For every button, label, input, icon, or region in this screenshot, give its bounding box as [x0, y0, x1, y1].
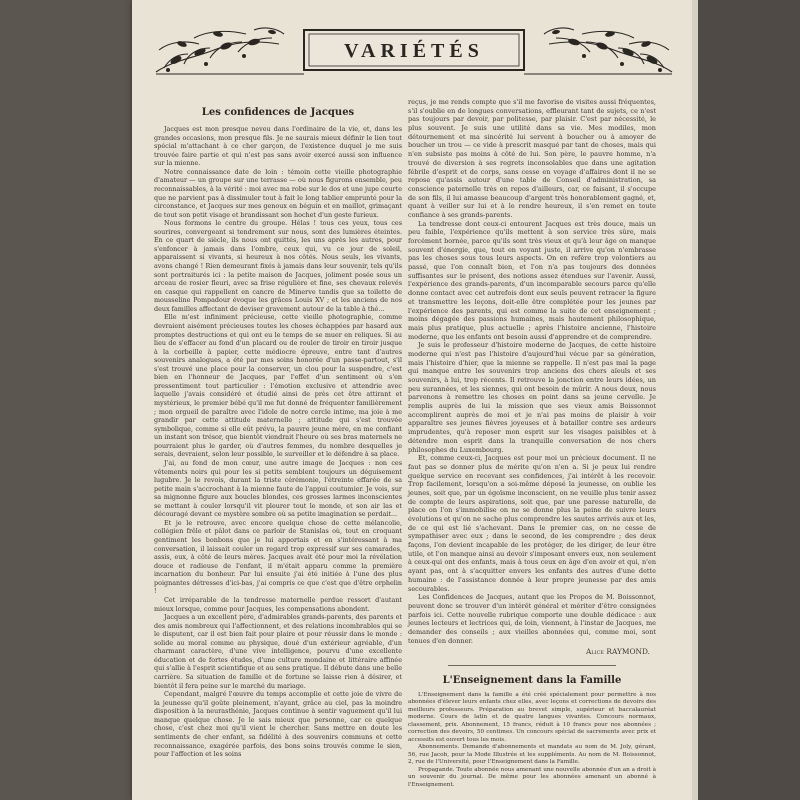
paragraph: Cet irréparable de la tendresse maternelle perdue ressort d'autant mieux lorsque, comme pour Jacques, les compensations abondent.: [154, 595, 402, 613]
paragraph: Abonnements. Demande d'abonnements et mandats au nom de M. Joly, gérant, 56, rue Jacob, pour la Mode Illustrée et les suppléments. Au nom de M. Boissonnot, 2, rue de l'Université, pour l'Enseignement dans la Famille.: [408, 744, 656, 766]
section-body: [408, 692, 656, 789]
paragraph: Elle m'est infiniment précieuse, cette vieille photographie, comme devraient aisément précieuses toutes les choses échappées par hasard aux promptes destructions et qui ont eu le temps de se muer en reliques. Si au lieu de s'effacer au fond d'un placard ou de rouler de tiroir en tiroir jusque à la corbeille à papier, cette médiocre épreuve, entre tant d'autres souvenirs analogues, a été par mes soins honorée d'un passe-partout, s'il s'est trouvé une place pour la conserver, un clou pour la suspendre, c'est bien en l'honneur de Jacques, par l'effet d'un sentiment où s'en pressentiment tout particulier : l'émotion exclusive et attendrie avec laquelle j'avais considéré et étudié ainsi de près cet être attirant et mystérieux, le premier bébé qu'il me fut donné de fréquenter familièrement ; mon orgueil de paraître avec l'idole de notre cercle intime, ma joie à me grandir par cette attitude maternelle ; attitude qui s'est trouvée symbolique, comme si elle eût prévu, la pauvre jeune mère, en me confiant un instant son trésor, que bientôt viendrait l'heure où ses bras maternels ne pourraient plus le garder, où d'autres femmes, du nombre desquelles je serais, devraient, selon leur possible, le surveiller et le défendre à sa place.: [154, 313, 402, 459]
paragraph: Et, comme ceux-ci, Jacques est pour moi un précieux document. Il ne faut pas se donner plus de mérite qu'on n'en a. Si je peux lui rendre quelque service en recevant ses confidences, j'ai intérêt à les recevoir. Trop facilement, lorsqu'on a soi-même déposé la jeunesse, on oublie les jeunes, soit que, par un égoïsme inconscient, on ne veuille plus tenir assez de compte de leurs aspirations, soit que, par une paresse naturelle, de place on l'on s'immobilise on ne se donne plus la peine de suivre leurs évolutions et qu'on ne sache plus comprendre les sautes arrivés aux et les, de ce qui est lié s'achevant. Dans le premier cas, on ne cesse de sympathiser avec eux ; dans le second, de les comprendre ; des deux façons, l'on devient incapable de les protéger, de les diriger, de leur être utile, et l'on manque ainsi au devoir s'imposant envers eux, non seulement à ceux-qui ont des enfants, mais à tous ceux en âge d'en avoir et qui, n'en ayant pas, ont à s'acquitter envers les enfants des autres d'une dette humaine : de l'assistance donnée à leur propre jeunesse par des amis secourables.: [408, 454, 656, 593]
paragraph: Et je le retrouve, avec encore quelque chose de cette mélancolie, collégien frêle et pâlot dans ce parloir de Stanislas où, tout en croquant gentiment les bonbons que je lui apportais et en s'intéressant à ma conversation, il laissait couler un regard trop expressif sur ses camarades, assis, eux, à côté de leurs mères. Jacques avait été pour moi la révélation douce et radieuse de l'enfant, il m'était apparu comme la première incarnation du bonheur. Par lui ensuite j'ai été initiée à l'une des plus poignantes détresses d'ici-bas, j'ai compris ce que c'est que d'être orphelin !: [154, 518, 402, 596]
background-left: [0, 0, 132, 800]
paragraph: Propagande. Toute abonnée nous amenant une nouvelle abonnée d'un an a droit à un souvenir du journal. De même pour les abonnées amenant un abonné à l'Enseignement.: [408, 766, 656, 788]
section-header-title: VARIÉTÉS: [344, 40, 484, 62]
paragraph: Jacques a un excellent père, d'admirables grands-parents, des parents et des amis nombreux qui l'affectionnent, et des relations incombrables qui se le disputent, car il est bien fait pour plaire et pour réussir dans le monde : solide au moral comme au physique, doué d'un extérieur agréable, d'un charmant caractère, d'une vive intelligence, pourvu d'une excellente éducation et de fortes études, d'une culture mondaine et littéraire affinée qui s'allie à l'esprit scientifique et au sens pratique. Il débute dans une belle carrière. Sa situation de famille et de fortune se laisse rien à désirer, et bientôt il fera peine sur le marché du mariage.: [154, 613, 402, 690]
paragraph: Nous formons le centre du groupe. Hélas ! tous ces yeux, tous ces sourires, convergeant si tendrement sur nous, sont des lumières éteintes. En ce quart de siècle, ils nous ont quittés, les uns après les autres, pour s'enfoncer à jamais dans l'ombre, ceux qui, vu ce jour de soleil, apparaissent si vivants, si heureux à nos côtés. Nous seuls, les vivants, avons changé ! Rien demeurant fixés à jamais dans leur souvenir, tels qu'ils sont portraiturés ici : la petite maison de Jacques, joliment posée sous un arceau de rosier fleuri, avec sa frise régulière et fine, ses chevaux relevés en casque qui rappellent en cancre de Minerve tandis que sa toilette de mousseline Pompadour évoque les grâces Louis XV ; et les anciens de nos deux familles affectant de deviser gravement autour de la table à thé...: [154, 219, 402, 313]
section-title: L'Enseignement dans la Famille: [442, 675, 622, 686]
paragraph: L'Enseignement dans la famille a été créé spécialement pour permettre à nos abonnées d'élever leurs enfants chez elles, avec leçons et corrections de devoirs des meilleurs professeurs. Préparation au brevet simple, supérieur et baccalauréat moderne. Cours de latin et de quatre langues vivantes. Concours normaux, classement, prix. Abonnement, 15 francs, réduit à 10 francs pour nos abonnées ; correction des devoirs, 50 centimes. Un concours spécial de sacrements avec prix et accessits est ouvert tous les mois.: [408, 692, 656, 743]
left-column: [154, 100, 402, 759]
divider: [448, 665, 616, 666]
header-banner: [154, 20, 674, 80]
right-column: [408, 98, 656, 789]
paragraph: La tendresse dont ceux-ci entourent Jacques est très douce, mais un peu faible, l'expérience qu'ils mettent à son service très sûre, mais forcément bornée, parce qu'ils sont très vieux et qu'à leur âge on manque souvent d'énergie, que, tout en voyant juste, il arrive qu'on n'embrasse pas les choses sous tous leurs aspects. On en refère trop volontiers au passé, que l'on connaît bien, et l'on n'a pas toujours des données suffisantes sur le présent, des notions assez étendues sur l'avenir. Aussi, l'expérience des grands-parents, d'un incomparable secours parce qu'elle donne contact avec cet autrefois dont eux seuls peuvent retracer la figure et transmettre les leçons, doit-elle être complétée pour les jeunes par l'expérience des parents, qui est comme la suite de cet enseignement ; moins dégagée des passions humaines, mais hautement philosophique, mais plus pratique, plus actuelle ; après l'histoire ancienne, l'histoire moderne, que les enfants ont besoin aussi d'apprendre et de comprendre.: [408, 219, 656, 341]
document-page: [132, 0, 692, 800]
paragraph: Cependant, malgré l'œuvre du temps accomplie et cette joie de vivre de la jeunesse qu'il goûte pleinement, n'ayant, grâce au ciel, pas la moindre disposition à la neurasthénie, Jacques continue à sentir vaguement qu'il lui manque quelque chose. Je le sais mieux que personne, car ce quelque chose, c'est chez moi qu'il vient le chercher. Sans mettre en doute les sentiments de cher enfant, sa fidélité à des souvenirs communs et cette reconnaissance, exagérée parfois, des bons soins trouvés comme le sien, pour l'affection et les soins: [154, 690, 402, 759]
article-title: Les confidences de Jacques: [201, 107, 355, 118]
paragraph: Jacques est mon presque neveu dans l'ordinaire de la vie, et, dans les grandes occasions, mon presque fils. Je ne saurais mieux définir le lien tout spécial m'attachant à ce cher garçon, de l'existence duquel je me suis trouvée faire partie et qui n'est pas sans avoir exercé aussi son influence sur la mienne.: [154, 125, 402, 168]
paragraph: reçus, je me rends compte que s'il me favorise de visites aussi fréquentes, s'il s'oublie en de longues conversations, effleurant tant de sujets, ce n'est pas toujours par devoir, par politesse, par plaisir. C'est par nécessité, le plus souvent. Je suis une utilité dans sa vie. Mes modiles, mon détournement et ma sincérité lui servent à boucher ou à amoyer de boucher un trou — ce vide à prescrit masqué par tant de choses, mais qui n'en subsiste pas moins à côté de lui. Son père, le pauvre homme, n'a trouvé de diversion à ses regrets inconsolables que dans une agitation fébrile d'esprit et de corps, sans cesse en voyage d'affaires dont il ne se repose qu'assis autour d'une table de Conseil d'administration, sa conscience paternelle très en repos d'ailleurs, car, ce faisant, il s'occupe de son fils, il lui amasse beaucoup d'argent très honorablement gagné, et, quant à veiller sur lui et à le rendre heureux, il s'en remet en toute confiance à ses grands-parents.: [408, 98, 656, 219]
paragraph: Je suis le professeur d'histoire moderne de Jacques, de cette histoire moderne qui n'est pas l'histoire d'aujourd'hui vécue par sa génération, mais l'histoire d'hier, que la mienne se rappelle. Il n'est pas mal la page qui manque entre les souvenirs trop anciens des chers aïeuls et ses souvenirs, à lui, trop récents. Il retrouve la jonction entre leurs idées, un peu surannées, et les siennes, qui ont besoin de mûrir. A nous deux, nous parvenons à remettre les choses en point dans sa jeune cervelle. Je remplis auprès de lui la mission que ses vieux amis Boissonnot accomplirent auprès de moi et je n'ai pas moins de plaisir à voir apparaître ses jeunes fièvres joyeuses et à batailler contre ses ardeurs imprudentes, qu'à reposer mon esprit sur les visages paisibles et à détendre mon esprit dans la tranquille conversation de nos chers philosophes du Luxembourg.: [408, 341, 656, 454]
paragraph: J'ai, au fond de mon cœur, une autre image de Jacques : non ces vêtements noirs qui pour les si petits semblent toujours un déguisement lugubre. Je le revois, durant la triste cérémonie, l'étreinte effarée de sa petite main s'accrochant à la mienne faute de l'appui coutumier. Je vois, sur sa mignonne figure aux boucles blondes, ces grosses larmes inconscientes se mettant à couler lorsqu'il vit pleurer tout le monde, et son air las et découragé devant ce mystère sombre où sa petite imagination se perdait...: [154, 458, 402, 519]
paragraph: Les Confidences de Jacques, autant que les Propos de M. Boissonnot, peuvent donc se trouver d'un intérêt général et mériter d'être consignées parfois ici. Cette nouvelle rubrique comporte une double dédicace : aux jeunes lecteurs et lectrices qui, de loin, viennent, à l'instar de Jacques, me demander des conseils ; aux vieilles abonnées qui, comme moi, sont tenues d'en donner.: [408, 593, 656, 645]
author-signature: Alice RAYMOND.: [585, 647, 650, 657]
background-right: [692, 0, 800, 800]
next-page-edge: [692, 0, 698, 800]
paragraph: Notre connaissance date de loin : témoin cette vieille photographie d'amateur — un groupe sur une terrasse — où nous figurons ensemble, peu reconnaissables, à la vérité : moi avec ma robe sur le dos et une jupe courte que ne parvient pas à dissimuler tout à fait le long tablier emprunté pour la circonstance, et Jacques sur mes genoux en béguin et en maillot, grimaçant de tout son petit visage et brandissant son hochet d'un geste furieux.: [154, 167, 402, 219]
